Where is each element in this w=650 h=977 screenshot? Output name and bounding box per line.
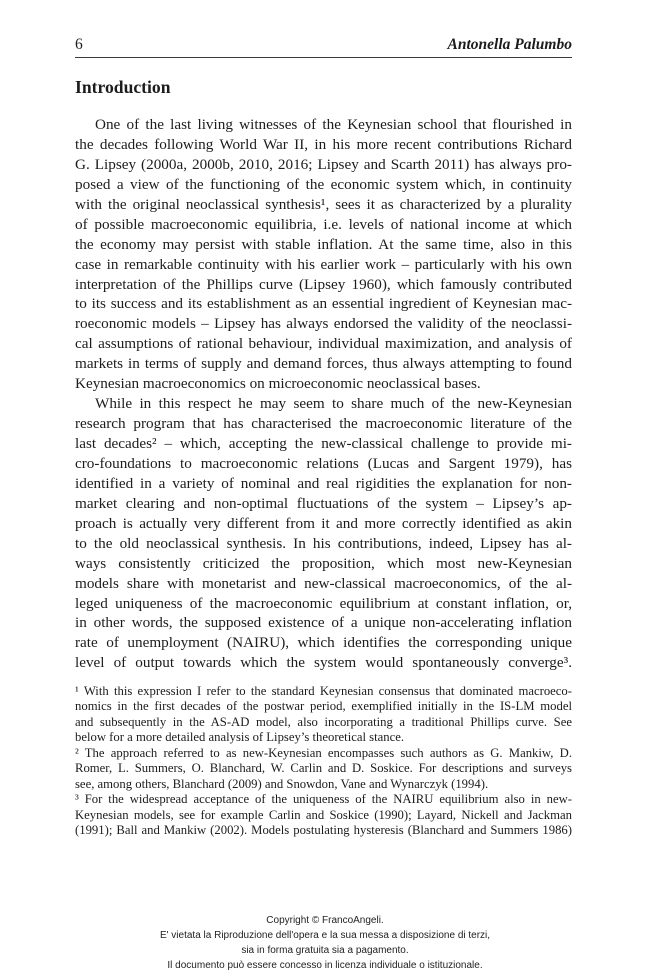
- footnote-line: Romer, L. Summers, O. Blanchard, W. Carlin and D. Soskice. For descriptions and surveys: [75, 761, 572, 776]
- text-line: cal assumptions of rational behaviour, individual maximization, and analysis of: [75, 335, 572, 353]
- footnote-line: see, among others, Blanchard (2009) and Snowdon, Vane and Wynarczyk (1994).: [75, 776, 489, 791]
- text-line: the economy may persist with stable inflation. At the same time, also in this: [75, 235, 572, 253]
- text-line: proach is actually very different from it and more correctly identified as akin: [75, 514, 572, 532]
- text-line: rate of unemployment (NAIRU), which identifies the corresponding unique: [75, 634, 572, 652]
- text-line: interpretation of the Phillips curve (Lipsey 1960), which famously contributed: [75, 275, 572, 293]
- text-line: models share with monetarist and new-classical macroeconomics, of the al-: [75, 574, 572, 592]
- text-line: While in this respect he may seem to share much of the new-Keynesian: [95, 395, 572, 413]
- footnote-line: ³ For the widespread acceptance of the uniqueness of the NAIRU equilibrium also in new-: [75, 792, 572, 807]
- text-line: markets in terms of supply and demand forces, thus always attempting to found: [75, 355, 572, 373]
- text-line: posed a view of the functioning of the economic system which, in continuity: [75, 175, 572, 193]
- text-line: roeconomic models – Lipsey has always endorsed the validity of the neoclassi-: [75, 315, 572, 333]
- text-line: to its success and its establishment as an essential ingredient of Keynesian mac-: [75, 295, 572, 313]
- footnote-2: [75, 746, 572, 792]
- running-header: [75, 35, 572, 55]
- copyright-line: E' vietata la Riproduzione dell'opera e la sua messa a disposizione di terzi,: [159, 930, 491, 941]
- text-line: last decades² – which, accepting the new-classical challenge to provide mi-: [75, 435, 572, 452]
- text-line: the decades following World War II, in his more recent contributions Richard: [75, 135, 572, 153]
- text-line: case in remarkable continuity with his earlier work – particularly with his own: [75, 255, 572, 273]
- text-line: leged uniqueness of the macroeconomic equilibrium at constant inflation, or,: [75, 594, 572, 612]
- text-line: G. Lipsey (2000a, 2000b, 2010, 2016; Lipsey and Scarth 2011) has always pro-: [75, 155, 572, 173]
- paragraph: [75, 115, 572, 394]
- footnote-line: below for a more detailed analysis of Lipsey’s theoretical stance.: [75, 730, 405, 745]
- text-line: Keynesian macroeconomics on microeconomic neoclassical bases.: [75, 375, 481, 393]
- text-line: One of the last living witnesses of the Keynesian school that flourished in: [95, 116, 572, 133]
- text-line: with the original neoclassical synthesis¹, sees it as characterized by a plurality: [75, 195, 572, 213]
- footnote-line: ¹ With this expression I refer to the standard Keynesian consensus that dominated macroeco-: [75, 684, 572, 698]
- text-line: research program that has characterised the macroeconomic literature of the: [75, 415, 572, 433]
- footnote-1: [75, 684, 572, 746]
- footnotes: [75, 684, 572, 839]
- footnote-line: nomics in the first decades of the postwar period, exemplified initially in the IS-LM model: [75, 699, 572, 714]
- copyright-line: sia in forma gratuita sia a pagamento.: [241, 945, 409, 956]
- text-line: level of output towards which the system would spontaneously converge³.: [75, 654, 572, 672]
- running-header-author: Antonella Palumbo: [447, 36, 572, 53]
- text-line: market clearing and non-optimal fluctuations of the system – Lipsey’s ap-: [75, 494, 572, 512]
- footnote-3: [75, 792, 572, 838]
- footnote-line: Keynesian models, see for example Carlin and Soskice (1990); Layard, Nickell and Jackman: [75, 807, 572, 822]
- section-title: Introduction: [75, 77, 171, 97]
- body-text: [75, 115, 572, 673]
- text-line: of possible macroeconomic equilibria, i.e. levels of national income at which: [75, 215, 572, 233]
- text-line: identified in a variety of nominal and real rigidities the explanation for non-: [75, 474, 572, 492]
- footnote-line: and subsequently in the AS-AD model, also incorporating a traditional Phillips curve. See: [75, 714, 572, 729]
- page-number: 6: [75, 36, 83, 53]
- footnote-line: (1991); Ball and Mankiw (2002). Models postulating hysteresis (Blanchard and Summers 1986): [75, 823, 572, 838]
- header-rule: [75, 57, 572, 58]
- copyright-line: Il documento può essere concesso in licenza individuale o istituzionale.: [167, 960, 483, 971]
- text-line: ways consistently criticized the proposition, which most new-Keynesian: [75, 554, 572, 572]
- copyright-notice: [0, 913, 650, 973]
- paragraph: [75, 394, 572, 673]
- copyright-line: Copyright © FrancoAngeli.: [266, 915, 384, 926]
- text-line: to the old neoclassical synthesis. In his contributions, indeed, Lipsey has al-: [75, 534, 572, 552]
- text-line: in other words, the supposed existence of a unique non-accelerating inflation: [75, 614, 572, 632]
- text-line: cro-foundations to macroeconomic relations (Lucas and Sargent 1979), has: [75, 454, 572, 472]
- footnote-line: ² The approach referred to as new-Keynesian encompasses such authors as G. Mankiw, D.: [75, 745, 572, 760]
